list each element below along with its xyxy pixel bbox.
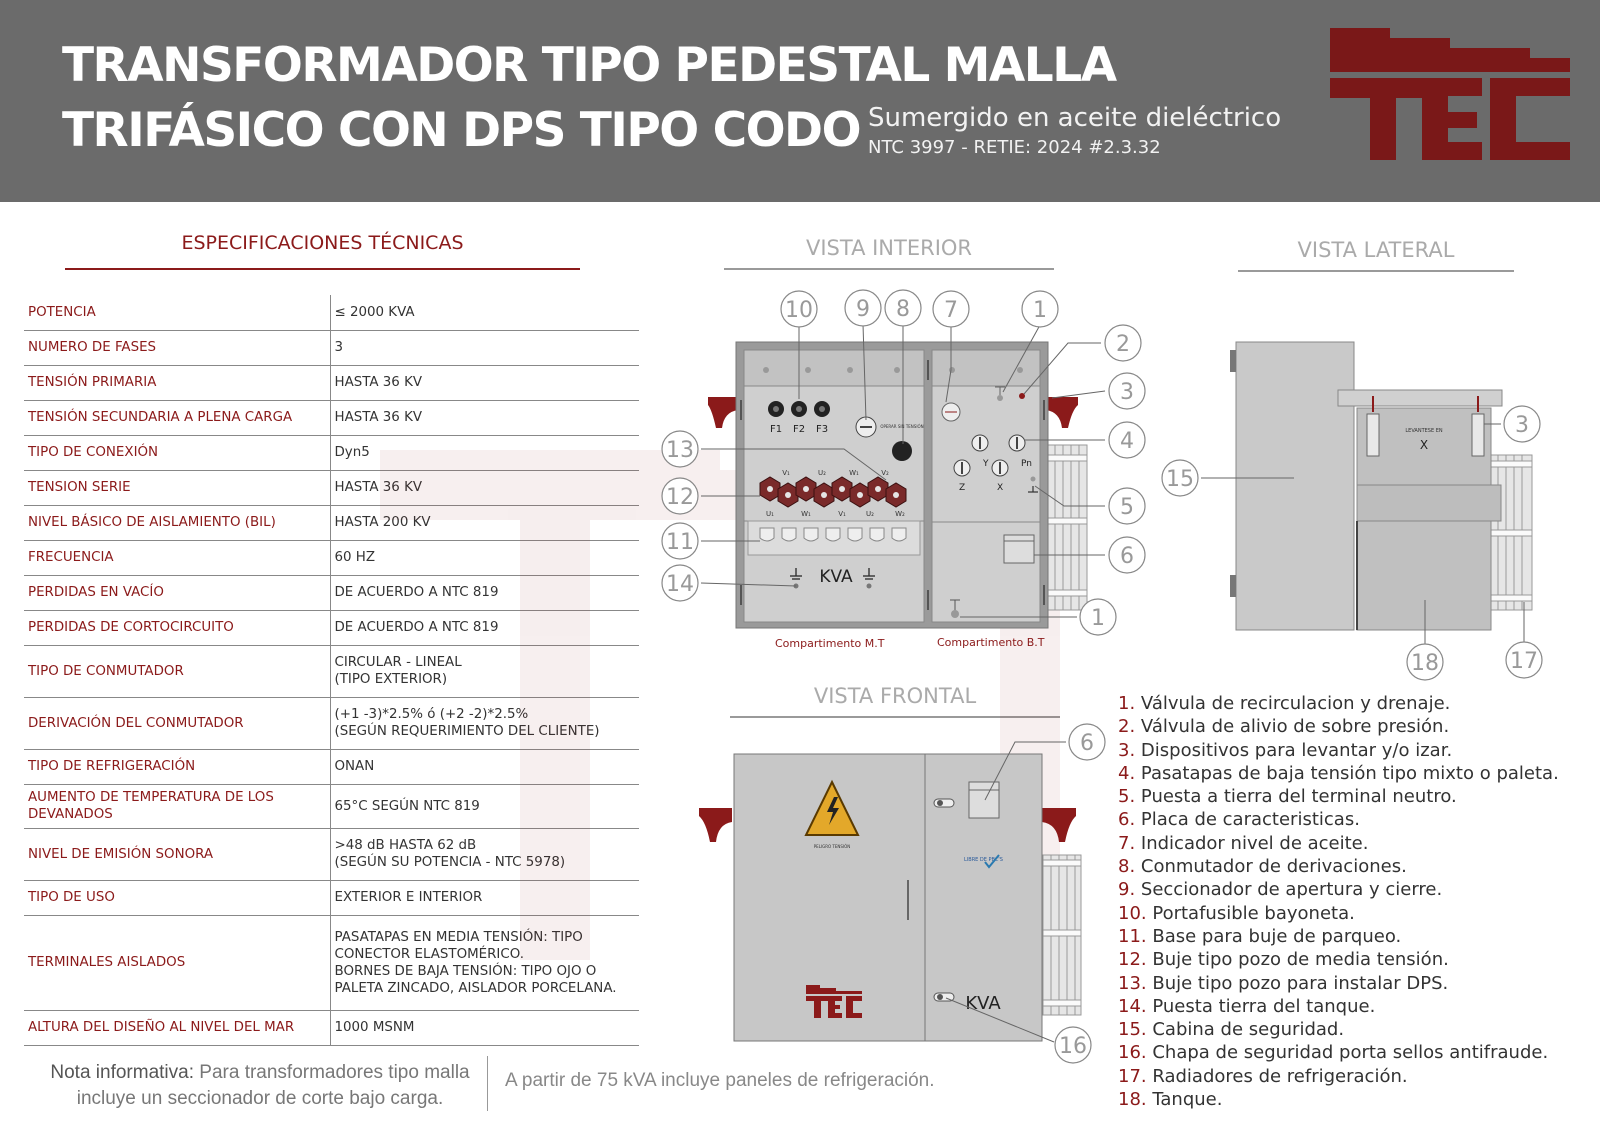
phase-bottom-2: W₁: [801, 510, 811, 518]
legend-item: [1118, 1041, 1559, 1064]
spec-key: TIPO DE CONEXIÓN: [24, 435, 330, 470]
specs-title: ESPECIFICACIONES TÉCNICAS: [181, 232, 464, 254]
vista-frontal-title: VISTA FRONTAL: [813, 684, 977, 708]
spec-value: HASTA 36 KV: [330, 400, 639, 435]
phase-bottom-4: U₂: [866, 510, 874, 518]
legend-number: 7.: [1118, 832, 1136, 854]
marker-16: [1055, 1027, 1091, 1063]
marker-2: [1105, 325, 1141, 361]
libre-pcb-label: LIBRE DE PBC'S: [964, 857, 1003, 863]
bt-label-x: X: [997, 483, 1004, 493]
marker-3: [1109, 373, 1145, 409]
vista-interior-title: VISTA INTERIOR: [805, 236, 973, 260]
marker-6: [1109, 537, 1145, 573]
marker-10: [781, 291, 817, 327]
marker-12: [662, 478, 698, 514]
compartimento-mt-label: Compartimento M.T: [775, 637, 885, 650]
spec-value: Dyn5: [330, 435, 639, 470]
spec-key: PERDIDAS DE CORTOCIRCUITO: [24, 610, 330, 645]
compartimento-bt-label: Compartimento B.T: [937, 636, 1045, 649]
kva-label-frontal: KVA: [965, 993, 1001, 1014]
legend-item: [1118, 902, 1559, 925]
legend-text: Radiadores de refrigeración.: [1146, 1065, 1408, 1087]
marker-number: 18: [1411, 651, 1439, 676]
spec-value: EXTERIOR E INTERIOR: [330, 880, 639, 915]
marker-7: [933, 291, 969, 327]
marker-number: 17: [1510, 649, 1538, 674]
radiator-fins-lateral: [1490, 455, 1532, 610]
marker-number: 7: [944, 298, 958, 323]
marker-number: 9: [856, 297, 870, 322]
marker-number: 6: [1120, 544, 1134, 569]
legend-number: 10.: [1118, 902, 1147, 924]
spec-key: POTENCIA: [24, 295, 330, 330]
vista-lateral-drawing: [1230, 342, 1532, 630]
spec-key: FRECUENCIA: [24, 540, 330, 575]
legend-number: 5.: [1118, 786, 1136, 808]
spec-value: 65°C SEGÚN NTC 819: [330, 784, 639, 828]
marker-number: 1: [1033, 298, 1047, 323]
vista-lateral-title: VISTA LATERAL: [1297, 238, 1455, 262]
marker-number: 10: [785, 298, 813, 323]
legend-item: [1118, 692, 1559, 715]
marker-15: [1162, 460, 1198, 496]
spec-value: 60 HZ: [330, 540, 639, 575]
spec-value: >48 dB HASTA 62 dB (SEGÚN SU POTENCIA - NTC 5978): [330, 828, 639, 880]
legend-text: Seccionador de apertura y cierre.: [1135, 879, 1443, 901]
marker-number: 2: [1116, 332, 1130, 357]
lifting-lug-left: [708, 397, 738, 428]
bt-label-pn: Pn: [1021, 459, 1032, 469]
spec-key: ALTURA DEL DISEÑO AL NIVEL DEL MAR: [24, 1010, 330, 1045]
legend-text: Puesta tierra del tanque.: [1146, 995, 1376, 1017]
phase-bottom-5: W₂: [895, 510, 905, 518]
spec-key: AUMENTO DE TEMPERATURA DE LOS DEVANADOS: [24, 784, 330, 828]
title-line-1: TRANSFORMADOR TIPO PEDESTAL MALLA: [62, 38, 1116, 93]
title-line-2: TRIFÁSICO CON DPS TIPO CODO: [62, 103, 861, 158]
marker-number: 16: [1059, 1034, 1087, 1059]
phase-bottom-1: U₁: [766, 510, 774, 518]
bt-label-y: Y: [983, 459, 989, 469]
spec-key: TENSIÓN PRIMARIA: [24, 365, 330, 400]
spec-value: HASTA 36 KV: [330, 365, 639, 400]
marker-3: [1504, 406, 1540, 442]
peligro-label: PELIGRO TENSIÓN: [813, 844, 851, 849]
spec-value: PASATAPAS EN MEDIA TENSIÓN: TIPO CONECTOR ELASTOMÉRICO. BORNES DE BAJA TENSIÓN: TIPO OJO O PALETA ZINCADO, AISLADOR PORCELANA.: [330, 915, 639, 1010]
marker-1: [1080, 599, 1116, 635]
marker-17: [1506, 642, 1542, 678]
spec-key: TIPO DE REFRIGERACIÓN: [24, 749, 330, 784]
marker-number: 4: [1120, 429, 1134, 454]
legend-number: 2.: [1118, 716, 1136, 738]
marker-number: 1: [1091, 606, 1105, 631]
legend-item: [1118, 739, 1559, 762]
spec-key: TENSIÓN SECUNDARIA A PLENA CARGA: [24, 400, 330, 435]
legend-number: 15.: [1118, 1019, 1147, 1041]
legend-number: 9.: [1118, 879, 1136, 901]
fuse-label-3: F3: [815, 424, 829, 435]
spec-key: NIVEL DE EMISIÓN SONORA: [24, 828, 330, 880]
legend-item: [1118, 878, 1559, 901]
legend-item: [1118, 948, 1559, 971]
spec-value: DE ACUERDO A NTC 819: [330, 610, 639, 645]
levantese-label: LEVANTESE EN: [1405, 428, 1443, 434]
spec-key: TIPO DE CONMUTADOR: [24, 645, 330, 697]
legend-text: Base para buje de parqueo.: [1146, 925, 1402, 947]
marker-number: 15: [1166, 467, 1194, 492]
legend-number: 4.: [1118, 762, 1136, 784]
marker-1: [1022, 291, 1058, 327]
radiator-fins-frontal: [1043, 855, 1081, 1015]
legend-item: [1118, 925, 1559, 948]
subtitle: Sumergido en aceite dieléctrico: [868, 103, 1282, 133]
legend-number: 12.: [1118, 949, 1147, 971]
marker-9: [845, 290, 881, 326]
legend-text: Tanque.: [1146, 1089, 1223, 1111]
fuse-holders: [768, 401, 830, 417]
marker-number: 6: [1080, 731, 1094, 756]
legend-number: 13.: [1118, 972, 1147, 994]
legend-text: Buje tipo pozo de media tensión.: [1146, 949, 1449, 971]
legend-item: [1118, 855, 1559, 878]
legend-number: 11.: [1118, 925, 1147, 947]
norma-text: NTC 3997 - RETIE: 2024 #2.3.32: [868, 137, 1161, 158]
marker-number: 13: [666, 438, 694, 463]
spec-value: 3: [330, 330, 639, 365]
nota-refrigeracion: A partir de 75 kVA incluye paneles de refrigeración.: [505, 1070, 935, 1091]
spec-key: TENSION SERIE: [24, 470, 330, 505]
operar-label: OPERAR SIN TENSIÓN: [880, 424, 924, 429]
legend-text: Pasatapas de baja tensión tipo mixto o paleta.: [1135, 762, 1559, 784]
legend-item: [1118, 972, 1559, 995]
legend-item: [1118, 715, 1559, 738]
legend-text: Chapa de seguridad porta sellos antifraude.: [1146, 1042, 1549, 1064]
levantese-x: X: [1419, 438, 1429, 452]
marker-13: [662, 431, 698, 467]
marker-number: 12: [666, 485, 694, 510]
bt-label-z: Z: [959, 483, 966, 493]
legend-text: Conmutador de derivaciones.: [1135, 856, 1407, 878]
legend-item: [1118, 1065, 1559, 1088]
spec-value: ≤ 2000 KVA: [330, 295, 639, 330]
legend-list: [1118, 692, 1559, 1111]
legend-text: Indicador nivel de aceite.: [1135, 832, 1369, 854]
phase-top-3: W₁: [849, 469, 859, 477]
spec-value: ONAN: [330, 749, 639, 784]
marker-18: [1407, 644, 1443, 680]
lifting-lug-right: [1046, 397, 1078, 428]
marker-4: [1109, 422, 1145, 458]
marker-5: [1109, 488, 1145, 524]
legend-text: Válvula de alivio de sobre presión.: [1135, 716, 1450, 738]
legend-number: 6.: [1118, 809, 1136, 831]
nota-text: Para transformadores tipo malla incluye un seccionador de corte bajo carga.: [76, 1062, 470, 1109]
marker-14: [662, 565, 698, 601]
phase-top-1: V₁: [782, 469, 790, 477]
fuse-label-2: F2: [792, 424, 806, 435]
legend-text: Buje tipo pozo para instalar DPS.: [1146, 972, 1449, 994]
spec-value: DE ACUERDO A NTC 819: [330, 575, 639, 610]
spec-value: (+1 -3)*2.5% ó (+2 -2)*2.5% (SEGÚN REQUERIMIENTO DEL CLIENTE): [330, 697, 639, 749]
spec-value: 1000 MSNM: [330, 1010, 639, 1045]
legend-item: [1118, 762, 1559, 785]
marker-number: 14: [666, 572, 694, 597]
legend-item: [1118, 1088, 1559, 1111]
spec-key: NIVEL BÁSICO DE AISLAMIENTO (BIL): [24, 505, 330, 540]
spec-key: DERIVACIÓN DEL CONMUTADOR: [24, 697, 330, 749]
legend-number: 8.: [1118, 856, 1136, 878]
legend-number: 1.: [1118, 693, 1136, 714]
legend-item: [1118, 1018, 1559, 1041]
marker-11: [662, 523, 698, 559]
spec-key: TERMINALES AISLADOS: [24, 915, 330, 1010]
marker-number: 5: [1120, 495, 1134, 520]
nota-label: Nota informativa:: [50, 1062, 194, 1083]
spec-value: HASTA 36 KV: [330, 470, 639, 505]
marker-number: 3: [1120, 380, 1134, 405]
fuse-label-1: F1: [769, 424, 783, 435]
legend-number: 16.: [1118, 1042, 1147, 1064]
phase-top-4: V₂: [881, 469, 889, 477]
legend-text: Placa de caracteristicas.: [1135, 809, 1360, 831]
marker-8: [885, 290, 921, 326]
lifting-lug-frontal-left: [699, 808, 732, 842]
legend-number: 17.: [1118, 1065, 1147, 1087]
spec-key: PERDIDAS EN VACÍO: [24, 575, 330, 610]
legend-text: Portafusible bayoneta.: [1146, 902, 1355, 924]
marker-number: 8: [896, 297, 910, 322]
legend-item: [1118, 832, 1559, 855]
legend-item: [1118, 808, 1559, 831]
radiator-fins-interior: [1047, 445, 1087, 610]
legend-text: Válvula de recirculacion y drenaje.: [1135, 693, 1451, 714]
marker-number: 3: [1515, 413, 1529, 438]
legend-item: [1118, 995, 1559, 1018]
legend-text: Dispositivos para levantar y/o izar.: [1135, 739, 1453, 761]
spec-key: NUMERO DE FASES: [24, 330, 330, 365]
legend-number: 3.: [1118, 739, 1136, 761]
spec-value: HASTA 200 KV: [330, 505, 639, 540]
legend-item: [1118, 785, 1559, 808]
kva-label-interior: KVA: [819, 567, 853, 587]
phase-bottom-3: V₁: [838, 510, 846, 518]
legend-number: 14.: [1118, 995, 1147, 1017]
marker-6: [1069, 724, 1105, 760]
legend-number: 18.: [1118, 1089, 1147, 1111]
spec-value: CIRCULAR - LINEAL (TIPO EXTERIOR): [330, 645, 639, 697]
vista-frontal-drawing: [699, 754, 1081, 1041]
marker-number: 11: [666, 530, 694, 555]
legend-text: Puesta a tierra del terminal neutro.: [1135, 786, 1457, 808]
legend-text: Cabina de seguridad.: [1146, 1019, 1345, 1041]
phase-top-2: U₂: [818, 469, 826, 477]
spec-key: TIPO DE USO: [24, 880, 330, 915]
